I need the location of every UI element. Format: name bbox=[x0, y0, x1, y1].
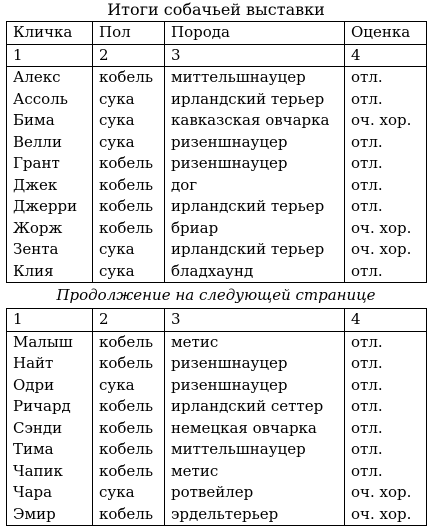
grade-cell: отл. bbox=[345, 353, 427, 375]
table-row bbox=[7, 89, 427, 111]
grade-cell: отл. bbox=[345, 439, 427, 461]
name-cell: Малыш bbox=[7, 331, 93, 353]
column-number-row bbox=[7, 309, 427, 332]
breed-cell: немецкая овчарка bbox=[165, 418, 345, 440]
name-cell: Ассоль bbox=[7, 89, 93, 111]
table-row bbox=[7, 218, 427, 240]
name-cell: Велли bbox=[7, 132, 93, 154]
table-row bbox=[7, 461, 427, 483]
sex-cell: сука bbox=[93, 110, 165, 132]
colnum-1: 1 bbox=[7, 44, 93, 67]
breed-cell: кавказская овчарка bbox=[165, 110, 345, 132]
grade-cell: оч. хор. bbox=[345, 110, 427, 132]
breed-cell: миттельшнауцер bbox=[165, 439, 345, 461]
sex-cell: кобель bbox=[93, 331, 165, 353]
grade-cell: отл. bbox=[345, 89, 427, 111]
sex-cell: кобель bbox=[93, 175, 165, 197]
grade-cell: отл. bbox=[345, 396, 427, 418]
breed-cell: ризеншнауцер bbox=[165, 153, 345, 175]
table-row bbox=[7, 110, 427, 132]
sex-cell: кобель bbox=[93, 418, 165, 440]
colnum-3: 3 bbox=[165, 44, 345, 67]
colnum-2: 2 bbox=[93, 309, 165, 332]
colnum-1: 1 bbox=[7, 309, 93, 332]
sex-cell: кобель bbox=[93, 396, 165, 418]
table-row bbox=[7, 239, 427, 261]
colnum-2: 2 bbox=[93, 44, 165, 67]
header-name: Кличка bbox=[7, 22, 93, 45]
name-cell: Тима bbox=[7, 439, 93, 461]
breed-cell: ирландский терьер bbox=[165, 239, 345, 261]
grade-cell: оч. хор. bbox=[345, 239, 427, 261]
grade-cell: отл. bbox=[345, 461, 427, 483]
name-cell: Грант bbox=[7, 153, 93, 175]
breed-cell: эрдельтерьер bbox=[165, 504, 345, 526]
table-row bbox=[7, 482, 427, 504]
dog-show-table-part1 bbox=[6, 21, 427, 283]
name-cell: Одри bbox=[7, 375, 93, 397]
sex-cell: сука bbox=[93, 89, 165, 111]
name-cell: Чара bbox=[7, 482, 93, 504]
table-row bbox=[7, 153, 427, 175]
name-cell: Джек bbox=[7, 175, 93, 197]
header-grade: Оценка bbox=[345, 22, 427, 45]
breed-cell: метис bbox=[165, 461, 345, 483]
name-cell: Зента bbox=[7, 239, 93, 261]
table-title: Итоги собачьей выставки bbox=[107, 0, 325, 19]
table-row bbox=[7, 418, 427, 440]
table-row bbox=[7, 67, 427, 89]
grade-cell: отл. bbox=[345, 175, 427, 197]
name-cell: Джерри bbox=[7, 196, 93, 218]
sex-cell: кобель bbox=[93, 461, 165, 483]
grade-cell: отл. bbox=[345, 196, 427, 218]
name-cell: Сэнди bbox=[7, 418, 93, 440]
breed-cell: ирландский терьер bbox=[165, 196, 345, 218]
breed-cell: метис bbox=[165, 331, 345, 353]
sex-cell: кобель bbox=[93, 67, 165, 89]
sex-cell: кобель bbox=[93, 218, 165, 240]
grade-cell: оч. хор. bbox=[345, 482, 427, 504]
header-breed: Порода bbox=[165, 22, 345, 45]
table-row bbox=[7, 353, 427, 375]
breed-cell: ризеншнауцер bbox=[165, 353, 345, 375]
breed-cell: дог bbox=[165, 175, 345, 197]
name-cell: Эмир bbox=[7, 504, 93, 526]
table-row bbox=[7, 331, 427, 353]
sex-cell: сука bbox=[93, 375, 165, 397]
dog-show-table-part2 bbox=[6, 308, 427, 526]
sex-cell: сука bbox=[93, 482, 165, 504]
grade-cell: отл. bbox=[345, 132, 427, 154]
breed-cell: ризеншнауцер bbox=[165, 132, 345, 154]
sex-cell: кобель bbox=[93, 439, 165, 461]
sex-cell: сука bbox=[93, 239, 165, 261]
table-row bbox=[7, 396, 427, 418]
continuation-note: Продолжение на следующей странице bbox=[56, 286, 376, 304]
grade-cell: отл. bbox=[345, 67, 427, 89]
table-row bbox=[7, 375, 427, 397]
colnum-4: 4 bbox=[345, 44, 427, 67]
grade-cell: отл. bbox=[345, 261, 427, 283]
table-row bbox=[7, 132, 427, 154]
sex-cell: кобель bbox=[93, 196, 165, 218]
grade-cell: оч. хор. bbox=[345, 218, 427, 240]
breed-cell: ирландский терьер bbox=[165, 89, 345, 111]
table-row bbox=[7, 439, 427, 461]
table-row bbox=[7, 504, 427, 526]
table-row bbox=[7, 175, 427, 197]
header-sex: Пол bbox=[93, 22, 165, 45]
table-row bbox=[7, 261, 427, 283]
grade-cell: отл. bbox=[345, 418, 427, 440]
name-cell: Бима bbox=[7, 110, 93, 132]
breed-cell: ризеншнауцер bbox=[165, 375, 345, 397]
sex-cell: кобель bbox=[93, 353, 165, 375]
name-cell: Клия bbox=[7, 261, 93, 283]
grade-cell: отл. bbox=[345, 331, 427, 353]
breed-cell: бладхаунд bbox=[165, 261, 345, 283]
colnum-4: 4 bbox=[345, 309, 427, 332]
name-cell: Ричард bbox=[7, 396, 93, 418]
sex-cell: сука bbox=[93, 132, 165, 154]
sex-cell: сука bbox=[93, 261, 165, 283]
name-cell: Алекс bbox=[7, 67, 93, 89]
name-cell: Жорж bbox=[7, 218, 93, 240]
breed-cell: бриар bbox=[165, 218, 345, 240]
sex-cell: кобель bbox=[93, 504, 165, 526]
name-cell: Найт bbox=[7, 353, 93, 375]
column-number-row bbox=[7, 44, 427, 67]
header-row bbox=[7, 22, 427, 45]
breed-cell: ротвейлер bbox=[165, 482, 345, 504]
name-cell: Чапик bbox=[7, 461, 93, 483]
sex-cell: кобель bbox=[93, 153, 165, 175]
grade-cell: оч. хор. bbox=[345, 504, 427, 526]
grade-cell: отл. bbox=[345, 153, 427, 175]
breed-cell: ирландский сеттер bbox=[165, 396, 345, 418]
grade-cell: отл. bbox=[345, 375, 427, 397]
table-row bbox=[7, 196, 427, 218]
breed-cell: миттельшнауцер bbox=[165, 67, 345, 89]
colnum-3: 3 bbox=[165, 309, 345, 332]
